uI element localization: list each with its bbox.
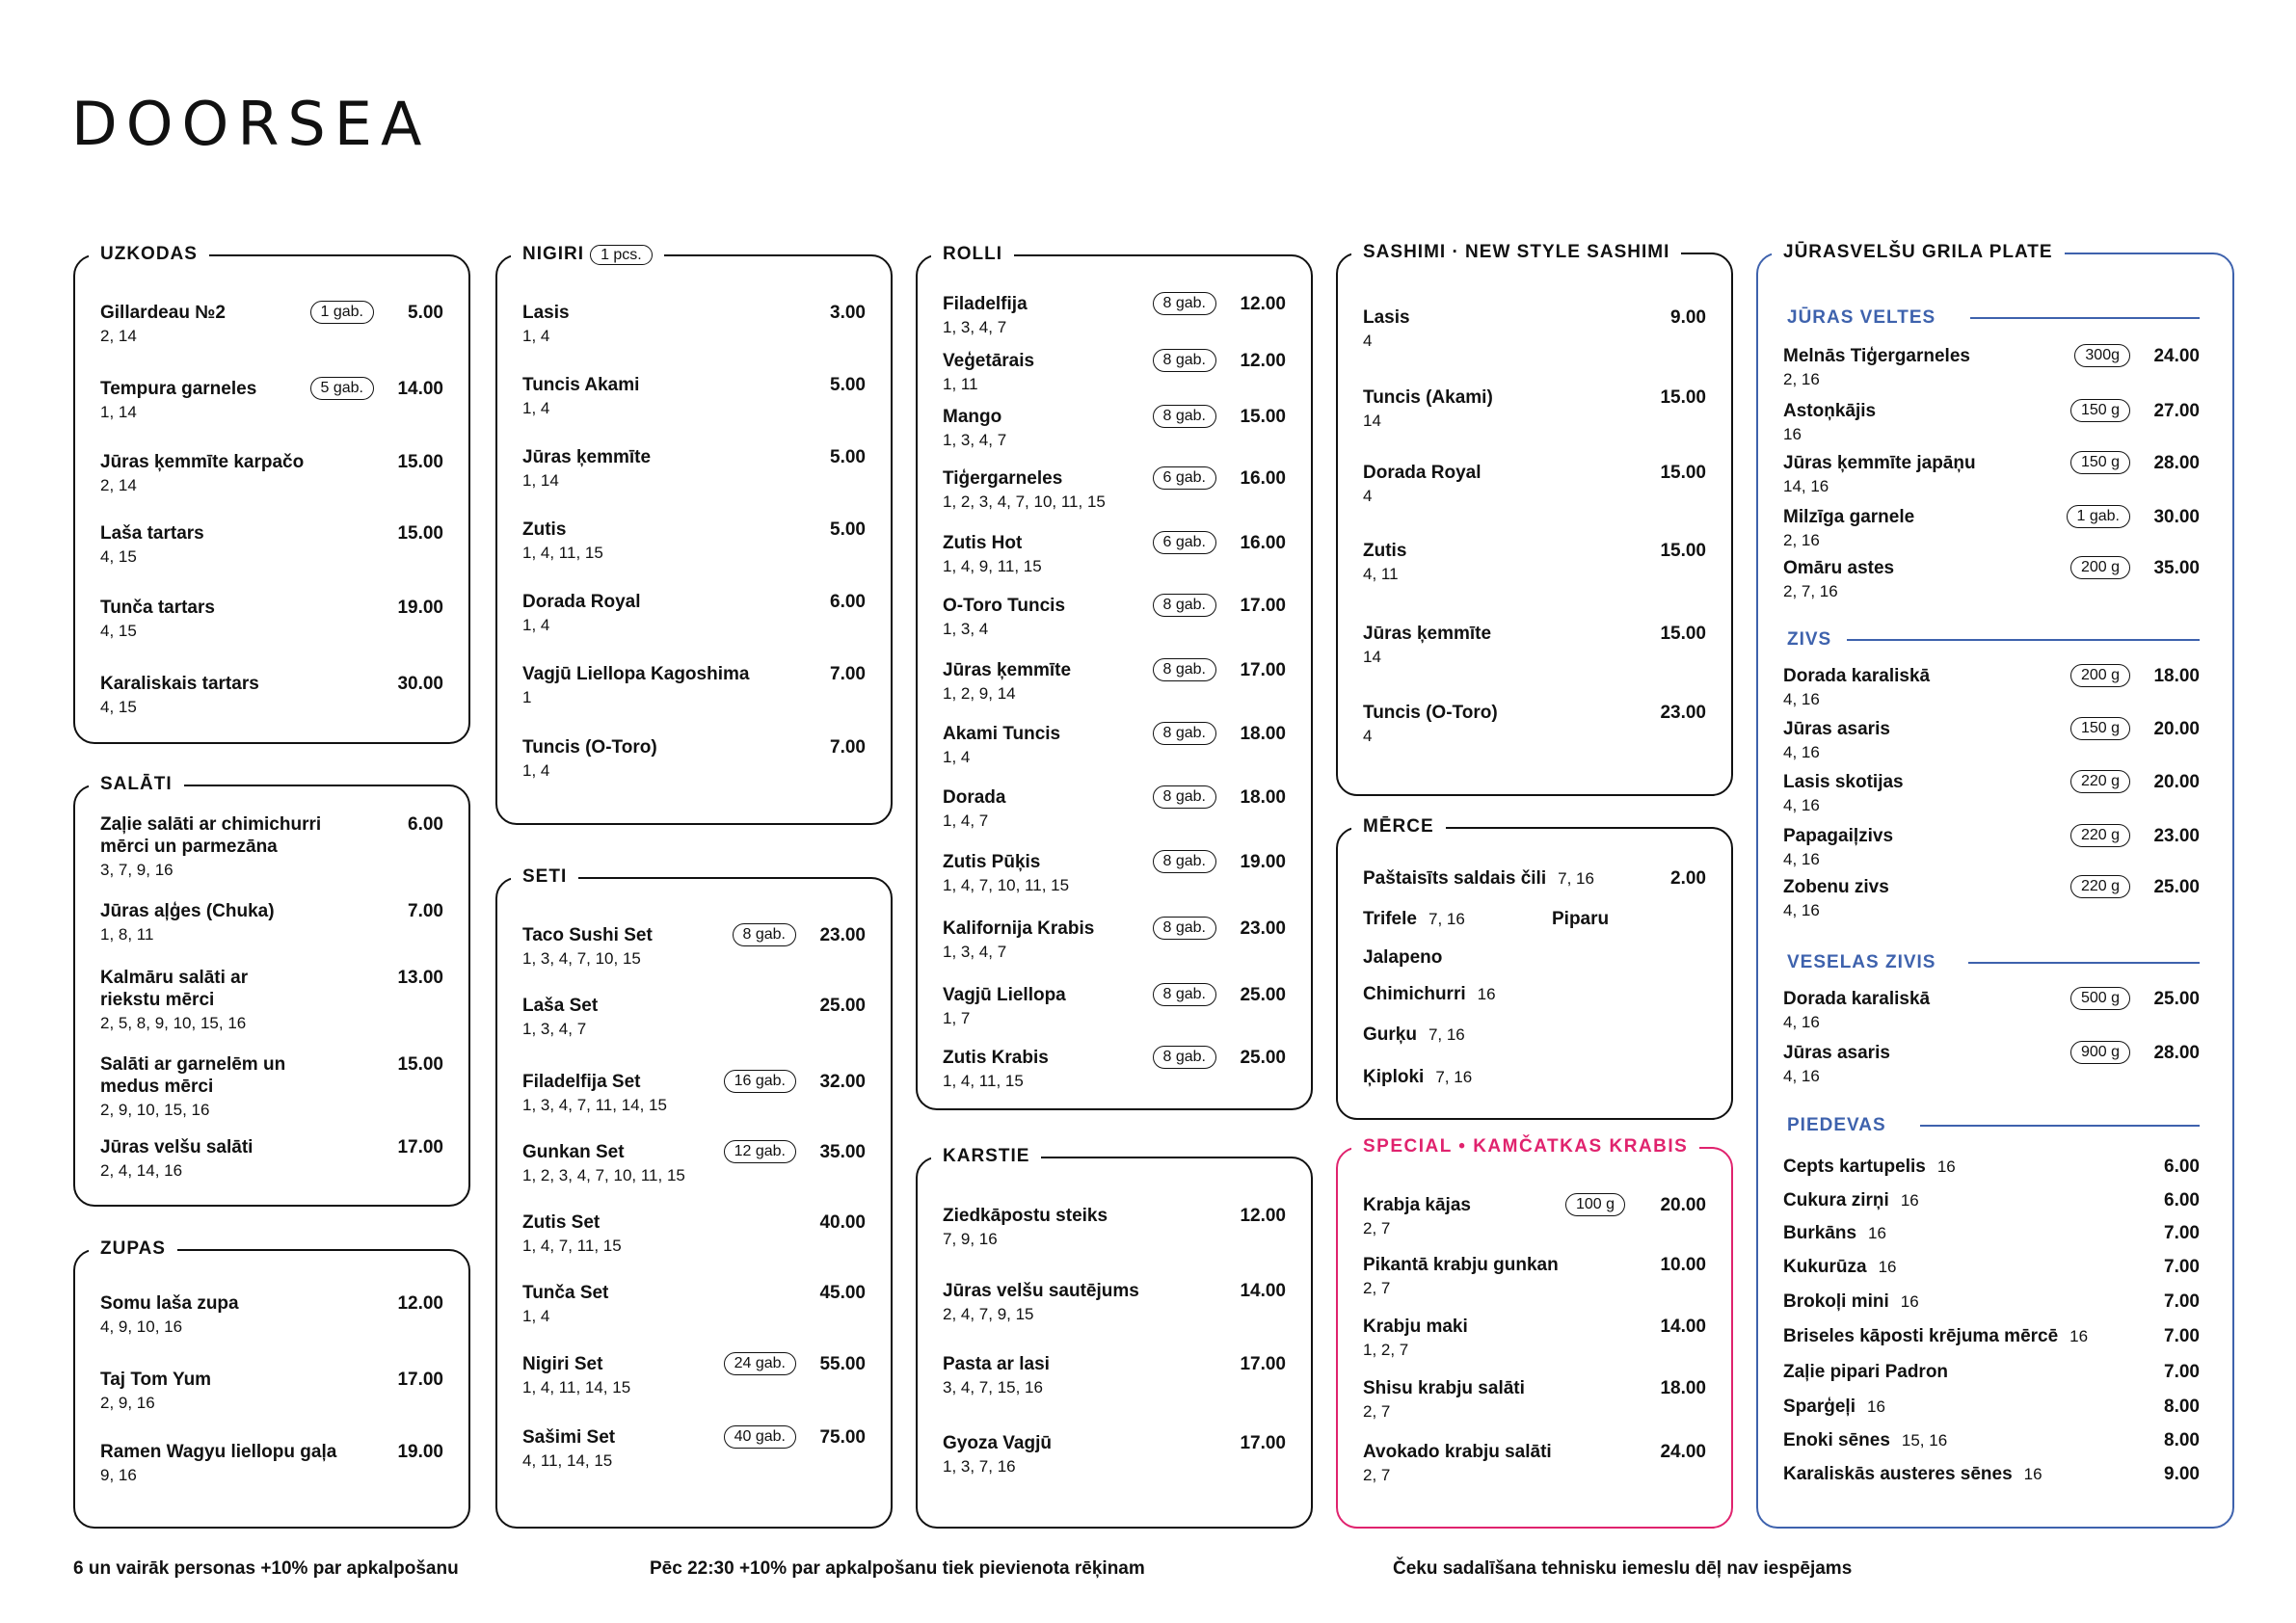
- menu-item: Zaļie pipari Padron 7.00: [1783, 1362, 2200, 1382]
- portion-badge: 900 g: [2070, 1041, 2130, 1064]
- price: 12.00: [397, 1293, 443, 1314]
- subsection-title: JŪRAS VELTES: [1787, 306, 2200, 330]
- menu-item: Zobenu zivs 4, 16 220 g 25.00: [1783, 877, 2200, 919]
- price: 9.00: [1670, 307, 1706, 328]
- portion-badge: 220 g: [2070, 875, 2130, 898]
- price: 20.00: [1660, 1195, 1706, 1215]
- menu-item: Karaliskās austeres sēnes 16 9.00: [1783, 1464, 2200, 1484]
- section-uzkodas: [73, 244, 470, 744]
- menu-item: Akami Tuncis 1, 4 8 gab. 18.00: [943, 724, 1286, 766]
- menu-item: Jūras asaris 4, 16 150 g 20.00: [1783, 719, 2200, 761]
- menu-item: Cepts kartupelis 16 6.00: [1783, 1157, 2200, 1177]
- menu-item: Lasis 1, 4 3.00: [522, 303, 866, 345]
- menu-item: Tuncis Akami 1, 4 5.00: [522, 375, 866, 417]
- footer-note-left: 6 un vairāk personas +10% par apkalpošanu: [73, 1558, 459, 1579]
- menu-item: Jūras ķemmīte karpačo 2, 14 15.00: [100, 452, 443, 494]
- price: 18.00: [2153, 666, 2200, 686]
- price: 6.00: [408, 814, 443, 835]
- price: 14.00: [397, 379, 443, 399]
- portion-badge: 8 gab.: [1153, 292, 1216, 315]
- section-nigiri: [495, 244, 893, 825]
- price: 75.00: [819, 1427, 866, 1448]
- price: 25.00: [1240, 1048, 1286, 1068]
- menu-item: Filadelfija 1, 3, 4, 7 8 gab. 12.00: [943, 294, 1286, 336]
- price: 18.00: [1240, 787, 1286, 808]
- price: 32.00: [819, 1072, 866, 1092]
- footer-note-center: Pēc 22:30 +10% par apkalpošanu tiek pievienota rēķinam: [650, 1558, 1145, 1579]
- price: 2.00: [1670, 868, 1706, 889]
- portion-badge: 8 gab.: [1153, 917, 1216, 940]
- menu-item: Tuncis (O-Toro) 1, 4 7.00: [522, 737, 866, 780]
- menu-item: Omāru astes 2, 7, 16 200 g 35.00: [1783, 558, 2200, 600]
- portion-badge: 5 gab.: [310, 377, 374, 400]
- section-title: ROLLI: [931, 241, 1014, 268]
- menu-item: Astoņkājis 16 150 g 27.00: [1783, 401, 2200, 443]
- portion-badge: 40 gab.: [724, 1425, 796, 1449]
- subsection-title: ZIVS: [1787, 628, 2200, 652]
- menu-item: Lasis skotijas 4, 16 220 g 20.00: [1783, 772, 2200, 814]
- portion-badge: 220 g: [2070, 824, 2130, 847]
- portion-badge: 8 gab.: [1153, 658, 1216, 681]
- menu-item: Tuncis (O-Toro) 4 23.00: [1363, 703, 1706, 745]
- portion-badge: 24 gab.: [724, 1352, 796, 1375]
- price: 23.00: [2153, 826, 2200, 846]
- price: 15.00: [1660, 541, 1706, 561]
- section-title: NIGIRI 1 pcs.: [511, 241, 664, 268]
- price: 15.00: [397, 452, 443, 472]
- portion-badge: 6 gab.: [1153, 531, 1216, 554]
- price: 24.00: [1660, 1442, 1706, 1462]
- price: 35.00: [819, 1142, 866, 1162]
- price: 12.00: [1240, 294, 1286, 314]
- price: 7.00: [2164, 1223, 2200, 1243]
- menu-item: Kukurūza 16 7.00: [1783, 1257, 2200, 1277]
- price: 30.00: [2153, 507, 2200, 527]
- menu-item: Jalapeno: [1363, 947, 1443, 968]
- portion-badge: 8 gab.: [1153, 349, 1216, 372]
- logo: DOORSEA: [71, 89, 431, 159]
- portion-badge: 16 gab.: [724, 1070, 796, 1093]
- portion-badge: 1 gab.: [310, 301, 374, 324]
- section-karstie: [916, 1146, 1313, 1529]
- price: 6.00: [830, 592, 866, 612]
- menu-item: Jūras aļģes (Chuka) 1, 8, 11 7.00: [100, 901, 443, 944]
- price: 5.00: [408, 303, 443, 323]
- price: 17.00: [1240, 1433, 1286, 1453]
- menu-item: Karaliskais tartars 4, 15 30.00: [100, 674, 443, 716]
- menu-item: Veģetārais 1, 11 8 gab. 12.00: [943, 351, 1286, 393]
- price: 8.00: [2164, 1397, 2200, 1417]
- section-zupas: [73, 1238, 470, 1529]
- menu-item: Sparģeļi 16 8.00: [1783, 1397, 2200, 1417]
- menu-item: O-Toro Tuncis 1, 3, 4 8 gab. 17.00: [943, 596, 1286, 638]
- menu-item: Tiģergarneles 1, 2, 3, 4, 7, 10, 11, 15 6 gab. 16.00: [943, 468, 1286, 511]
- price: 17.00: [1240, 1354, 1286, 1374]
- price: 20.00: [2153, 719, 2200, 739]
- menu-item: Dorada 1, 4, 7 8 gab. 18.00: [943, 787, 1286, 830]
- menu-item: Salāti ar garnelēm un medus mērci 2, 9, 10, 15, 16 15.00: [100, 1054, 443, 1119]
- menu-item: Tempura garneles 1, 14 5 gab. 14.00: [100, 379, 443, 421]
- menu-item: Pasta ar lasi 3, 4, 7, 15, 16 17.00: [943, 1354, 1286, 1397]
- price: 19.00: [397, 1442, 443, 1462]
- menu-item: Dorada karaliskā 4, 16 200 g 18.00: [1783, 666, 2200, 708]
- price: 23.00: [1660, 703, 1706, 723]
- menu-item: Jūras ķemmīte 1, 14 5.00: [522, 447, 866, 490]
- price: 6.00: [2164, 1157, 2200, 1177]
- portion-badge: 8 gab.: [733, 923, 796, 946]
- portion-badge: 150 g: [2070, 451, 2130, 474]
- portion-badge: 8 gab.: [1153, 785, 1216, 809]
- menu-item: Mango 1, 3, 4, 7 8 gab. 15.00: [943, 407, 1286, 449]
- price: 7.00: [2164, 1291, 2200, 1312]
- price: 8.00: [2164, 1430, 2200, 1450]
- price: 7.00: [830, 664, 866, 684]
- price: 7.00: [830, 737, 866, 758]
- portion-badge: 8 gab.: [1153, 983, 1216, 1006]
- price: 5.00: [830, 447, 866, 467]
- menu-item: Jūras velšu salāti 2, 4, 14, 16 17.00: [100, 1137, 443, 1180]
- price: 13.00: [397, 968, 443, 988]
- section-title: UZKODAS: [89, 241, 209, 268]
- portion-badge: 8 gab.: [1153, 1046, 1216, 1069]
- menu-item: Laša tartars 4, 15 15.00: [100, 523, 443, 566]
- price: 17.00: [397, 1370, 443, 1390]
- price: 3.00: [830, 303, 866, 323]
- menu-item: Nigiri Set 1, 4, 11, 14, 15 24 gab. 55.00: [522, 1354, 866, 1397]
- section-title: SPECIAL • KAMČATKAS KRABIS: [1351, 1133, 1699, 1160]
- section-salati: [73, 774, 470, 1207]
- price: 28.00: [2153, 453, 2200, 473]
- price: 25.00: [2153, 877, 2200, 897]
- price: 23.00: [819, 925, 866, 945]
- price: 14.00: [1240, 1281, 1286, 1301]
- subsection-title: PIEDEVAS: [1787, 1114, 2200, 1137]
- price: 24.00: [2153, 346, 2200, 366]
- portion-badge: 500 g: [2070, 987, 2130, 1010]
- menu-item: Zutis 1, 4, 11, 15 5.00: [522, 519, 866, 562]
- menu-item: Papagaiļzivs 4, 16 220 g 23.00: [1783, 826, 2200, 868]
- menu-item: Zutis Set 1, 4, 7, 11, 15 40.00: [522, 1212, 866, 1255]
- price: 15.00: [1660, 624, 1706, 644]
- price: 7.00: [2164, 1257, 2200, 1277]
- menu-item: Milzīga garnele 2, 16 1 gab. 30.00: [1783, 507, 2200, 549]
- portion-badge: 150 g: [2070, 717, 2130, 740]
- price: 7.00: [2164, 1326, 2200, 1346]
- portion-badge: 8 gab.: [1153, 405, 1216, 428]
- menu-item: Melnās Tiģergarneles 2, 16 300g 24.00: [1783, 346, 2200, 388]
- price: 17.00: [397, 1137, 443, 1157]
- price: 55.00: [819, 1354, 866, 1374]
- price: 18.00: [1660, 1378, 1706, 1398]
- section-grill-plate: [1756, 242, 2234, 1529]
- menu-item: Jūras asaris 4, 16 900 g 28.00: [1783, 1043, 2200, 1085]
- price: 7.00: [408, 901, 443, 921]
- menu-item: Filadelfija Set 1, 3, 4, 7, 11, 14, 15 16 gab. 32.00: [522, 1072, 866, 1114]
- price: 16.00: [1240, 533, 1286, 553]
- footer-note-right: Čeku sadalīšana tehnisku iemeslu dēļ nav iespējams: [1393, 1558, 1853, 1579]
- price: 28.00: [2153, 1043, 2200, 1063]
- menu-item: Burkāns 16 7.00: [1783, 1223, 2200, 1243]
- portion-badge: 200 g: [2070, 556, 2130, 579]
- portion-badge: 220 g: [2070, 770, 2130, 793]
- price: 19.00: [1240, 852, 1286, 872]
- portion-badge: 12 gab.: [724, 1140, 796, 1163]
- menu-item: Cukura zirņi 16 6.00: [1783, 1190, 2200, 1211]
- menu-item: Ramen Wagyu liellopu gaļa 9, 16 19.00: [100, 1442, 443, 1484]
- menu-item: Zutis Hot 1, 4, 9, 11, 15 6 gab. 16.00: [943, 533, 1286, 575]
- price: 15.00: [397, 1054, 443, 1075]
- menu-item: Laša Set 1, 3, 4, 7 25.00: [522, 996, 866, 1038]
- portion-badge: 8 gab.: [1153, 850, 1216, 873]
- menu-item: Enoki sēnes 15, 16 8.00: [1783, 1430, 2200, 1450]
- section-title: SETI: [511, 864, 578, 891]
- menu-item: Zaļie salāti ar chimichurri mērci un parmezāna 3, 7, 9, 16 6.00: [100, 814, 443, 879]
- section-title: KARSTIE: [931, 1143, 1041, 1170]
- menu-item: Lasis 4 9.00: [1363, 307, 1706, 350]
- section-special: [1336, 1136, 1733, 1529]
- price: 15.00: [1660, 387, 1706, 408]
- menu-item: Taco Sushi Set 1, 3, 4, 7, 10, 15 8 gab. 23.00: [522, 925, 866, 968]
- section-sashimi: [1336, 242, 1733, 796]
- price: 20.00: [2153, 772, 2200, 792]
- menu-item: Jūras velšu sautējums 2, 4, 7, 9, 15 14.00: [943, 1281, 1286, 1323]
- price: 25.00: [819, 996, 866, 1016]
- menu-item: Krabja kājas 2, 7 100 g 20.00: [1363, 1195, 1706, 1237]
- menu-item: Krabju maki 1, 2, 7 14.00: [1363, 1317, 1706, 1359]
- price: 15.00: [1240, 407, 1286, 427]
- price: 30.00: [397, 674, 443, 694]
- portion-badge: 8 gab.: [1153, 594, 1216, 617]
- menu-item: Kalmāru salāti ar riekstu mērci 2, 5, 8, 9, 10, 15, 16 13.00: [100, 968, 443, 1032]
- menu-item: Ķiploki 7, 16: [1363, 1067, 1473, 1087]
- menu-item: Zutis Krabis 1, 4, 11, 15 8 gab. 25.00: [943, 1048, 1286, 1090]
- menu-item: Sašimi Set 4, 11, 14, 15 40 gab. 75.00: [522, 1427, 866, 1470]
- menu-item: Dorada Royal 4 15.00: [1363, 463, 1706, 505]
- price: 15.00: [1660, 463, 1706, 483]
- section-title: MĒRCE: [1351, 813, 1446, 840]
- menu-item: Zutis 4, 11 15.00: [1363, 541, 1706, 583]
- portion-badge: 6 gab.: [1153, 466, 1216, 490]
- menu-item: Ziedkāpostu steiks 7, 9, 16 12.00: [943, 1206, 1286, 1248]
- subsection-title: VESELAS ZIVIS: [1787, 951, 2200, 974]
- menu-item: Jūras ķemmīte japāņu 14, 16 150 g 28.00: [1783, 453, 2200, 495]
- menu-item: Tuncis (Akami) 14 15.00: [1363, 387, 1706, 430]
- price: 12.00: [1240, 351, 1286, 371]
- price: 9.00: [2164, 1464, 2200, 1484]
- price: 12.00: [1240, 1206, 1286, 1226]
- price: 17.00: [1240, 660, 1286, 680]
- price: 17.00: [1240, 596, 1286, 616]
- portion-badge: 150 g: [2070, 399, 2130, 422]
- section-title: ZUPAS: [89, 1236, 177, 1263]
- price: 7.00: [2164, 1362, 2200, 1382]
- menu-item: Dorada Royal 1, 4 6.00: [522, 592, 866, 634]
- price: 16.00: [1240, 468, 1286, 489]
- portion-badge: 8 gab.: [1153, 722, 1216, 745]
- menu-item: Shisu krabju salāti 2, 7 18.00: [1363, 1378, 1706, 1421]
- section-title: JŪRASVELŠU GRILA PLATE: [1772, 239, 2065, 266]
- price: 25.00: [2153, 989, 2200, 1009]
- portion-badge: 200 g: [2070, 664, 2130, 687]
- menu-item: Trifele 7, 16 Piparu: [1363, 909, 1610, 929]
- section-merce: [1336, 816, 1733, 1120]
- price: 15.00: [397, 523, 443, 544]
- menu-item: Gunkan Set 1, 2, 3, 4, 7, 10, 11, 15 12 gab. 35.00: [522, 1142, 866, 1184]
- portion-badge: 100 g: [1565, 1193, 1625, 1216]
- price: 5.00: [830, 375, 866, 395]
- menu-item: Gurķu 7, 16: [1363, 1024, 1465, 1045]
- menu-item: Jūras ķemmīte 14 15.00: [1363, 624, 1706, 666]
- price: 40.00: [819, 1212, 866, 1233]
- section-title: SASHIMI · NEW STYLE SASHIMI: [1351, 239, 1681, 266]
- menu-item: Vagjū Liellopa 1, 7 8 gab. 25.00: [943, 985, 1286, 1027]
- portion-badge: 1 pcs.: [590, 245, 653, 265]
- menu-item: Avokado krabju salāti 2, 7 24.00: [1363, 1442, 1706, 1484]
- menu-item: Taj Tom Yum 2, 9, 16 17.00: [100, 1370, 443, 1412]
- menu-item: Gyoza Vagjū 1, 3, 7, 16 17.00: [943, 1433, 1286, 1476]
- price: 14.00: [1660, 1317, 1706, 1337]
- menu-item: Jūras ķemmīte 1, 2, 9, 14 8 gab. 17.00: [943, 660, 1286, 703]
- menu-item: Briseles kāposti krējuma mērcē 16 7.00: [1783, 1326, 2200, 1346]
- price: 6.00: [2164, 1190, 2200, 1211]
- price: 25.00: [1240, 985, 1286, 1005]
- menu-item: Dorada karaliskā 4, 16 500 g 25.00: [1783, 989, 2200, 1031]
- portion-badge: 1 gab.: [2067, 505, 2130, 528]
- price: 5.00: [830, 519, 866, 540]
- section-seti: [495, 866, 893, 1529]
- price: 45.00: [819, 1283, 866, 1303]
- price: 19.00: [397, 598, 443, 618]
- price: 10.00: [1660, 1255, 1706, 1275]
- price: 27.00: [2153, 401, 2200, 421]
- section-title: SALĀTI: [89, 771, 184, 798]
- menu-item: Brokoļi mini 16 7.00: [1783, 1291, 2200, 1312]
- price: 18.00: [1240, 724, 1286, 744]
- menu-item: Chimichurri 16: [1363, 984, 1496, 1004]
- price: 23.00: [1240, 918, 1286, 939]
- menu-item: Gillardeau №2 2, 14 1 gab. 5.00: [100, 303, 443, 345]
- price: 35.00: [2153, 558, 2200, 578]
- menu-item: Zutis Pūķis 1, 4, 7, 10, 11, 15 8 gab. 19.00: [943, 852, 1286, 894]
- menu-item: Tunča Set 1, 4 45.00: [522, 1283, 866, 1325]
- menu-item: Paštaisīts saldais čili 7, 16: [1363, 868, 1594, 889]
- menu-item: Kalifornija Krabis 1, 3, 4, 7 8 gab. 23.00: [943, 918, 1286, 961]
- menu-item: Vagjū Liellopa Kagoshima 1 7.00: [522, 664, 866, 706]
- section-rolli: [916, 244, 1313, 1110]
- menu-item: Somu laša zupa 4, 9, 10, 16 12.00: [100, 1293, 443, 1336]
- menu-item: Pikantā krabju gunkan 2, 7 10.00: [1363, 1255, 1706, 1297]
- menu-item: Tunča tartars 4, 15 19.00: [100, 598, 443, 640]
- portion-badge: 300g: [2074, 344, 2130, 367]
